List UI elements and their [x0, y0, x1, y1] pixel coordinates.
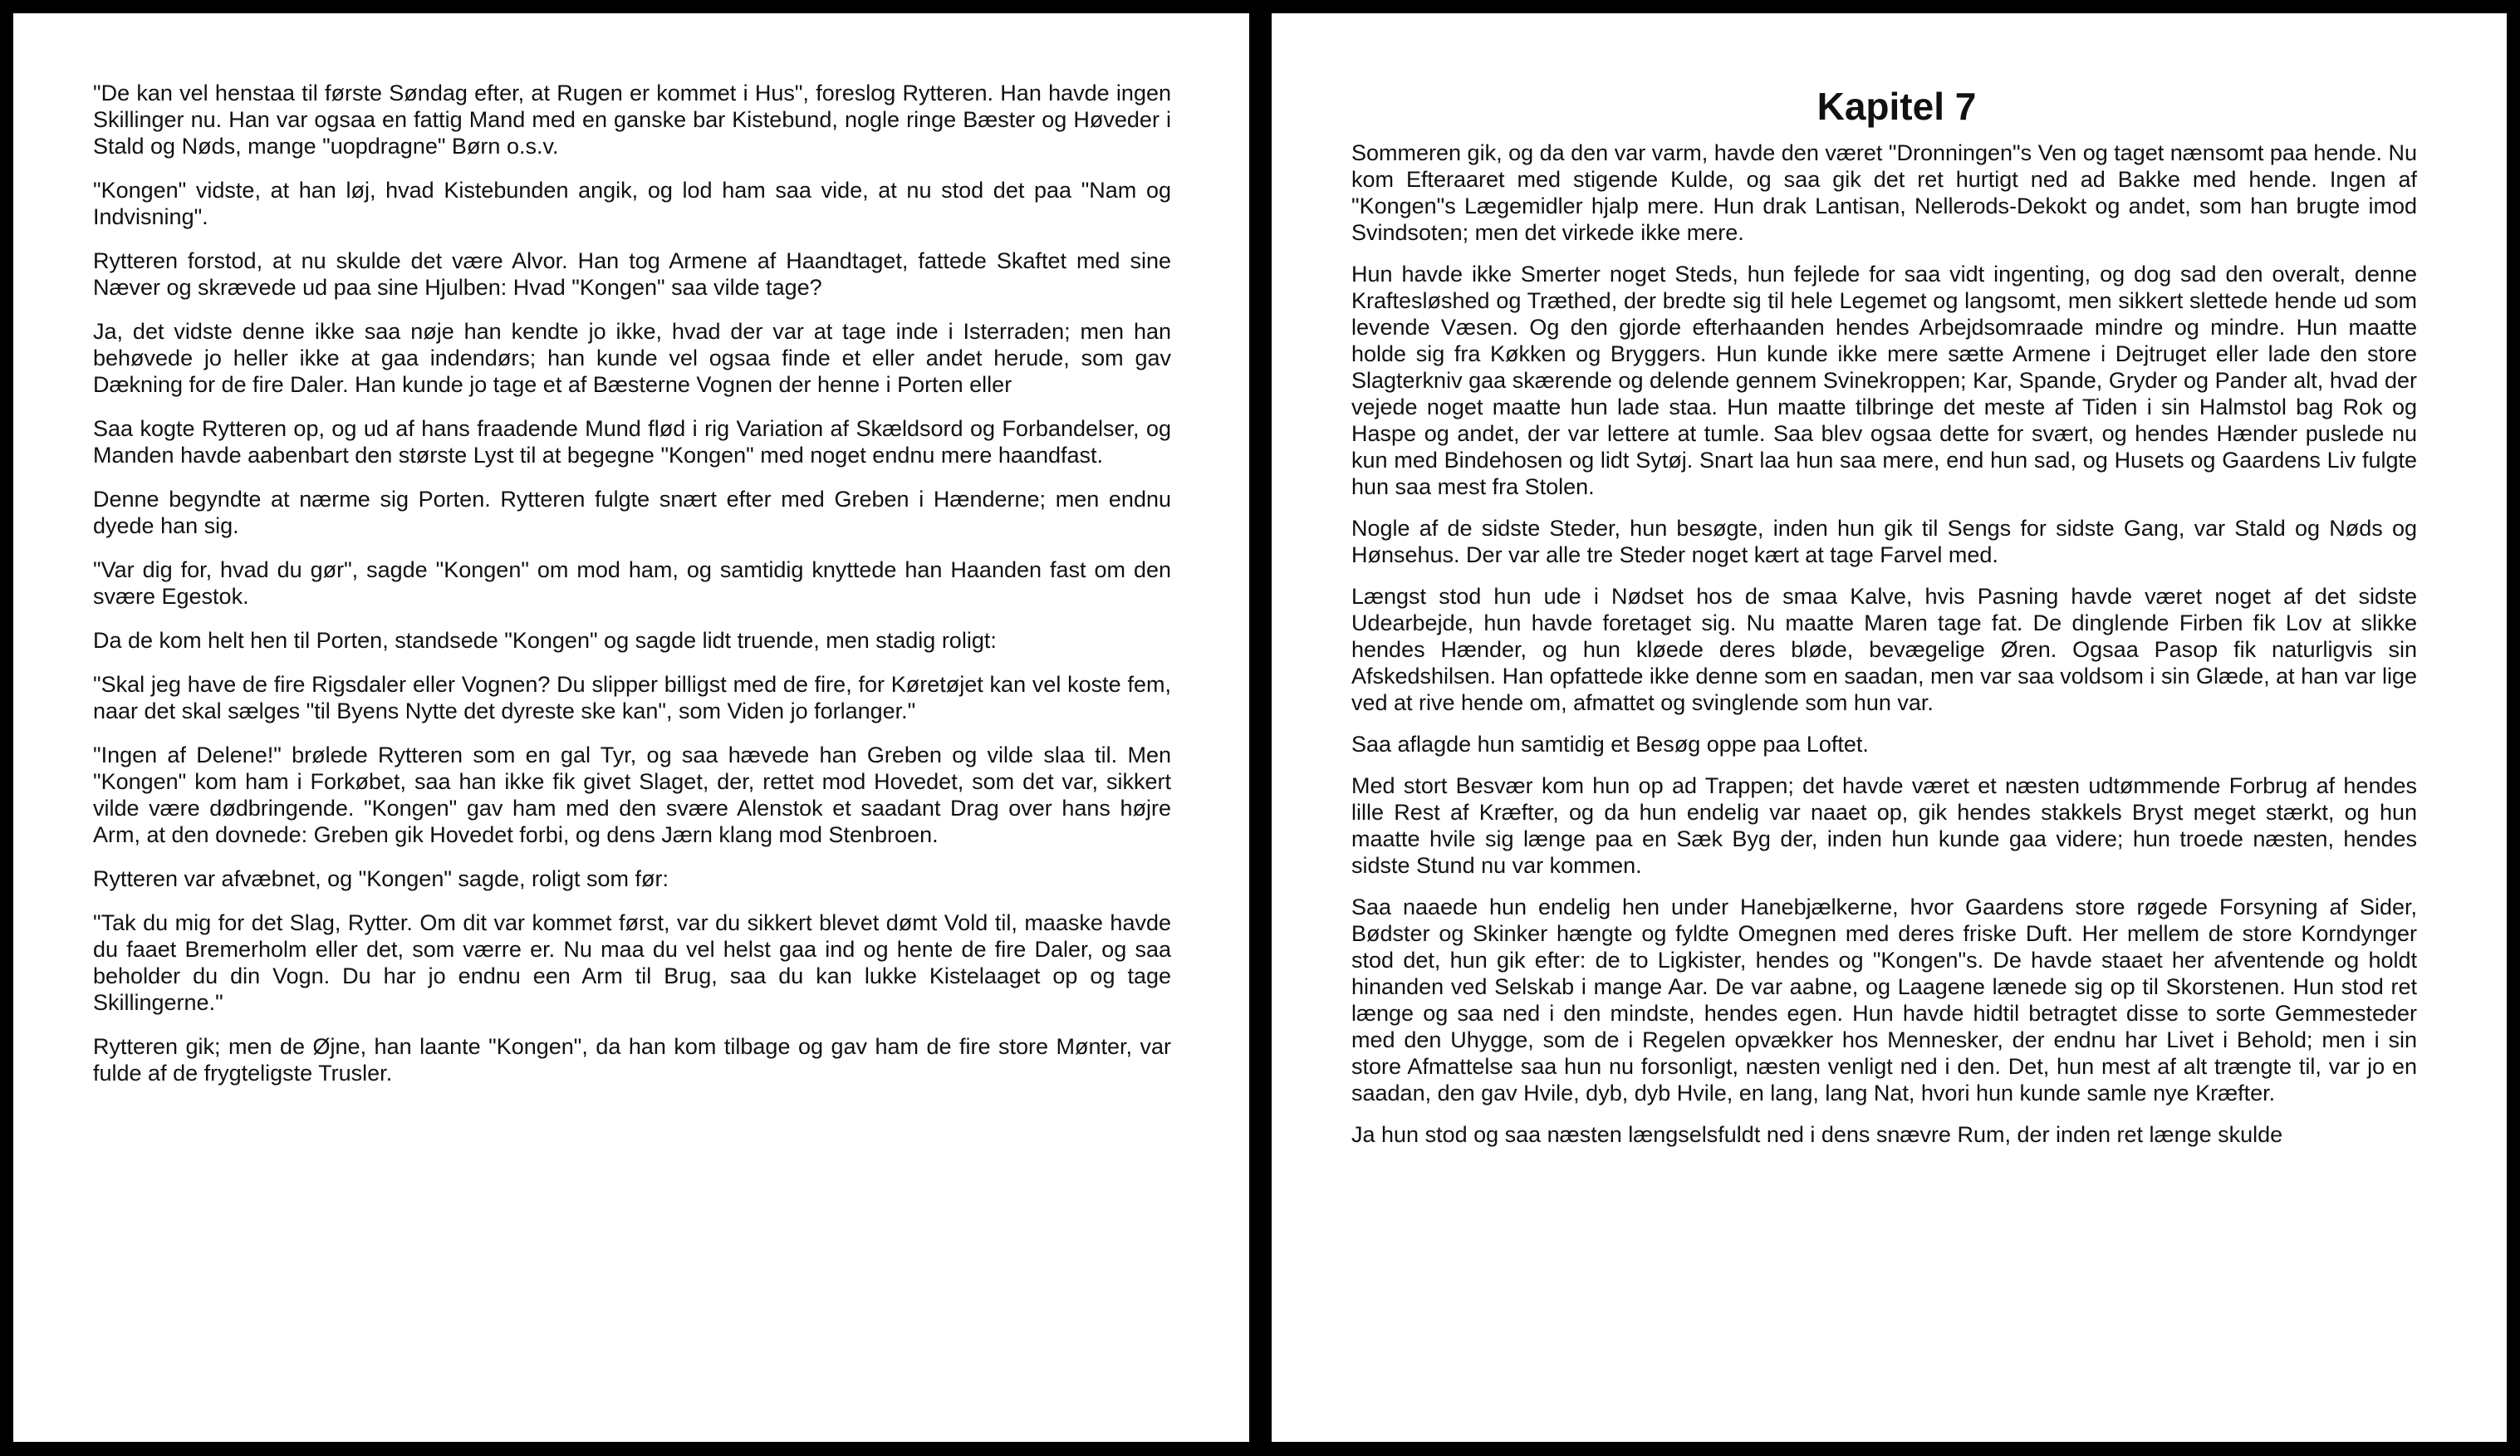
paragraph: Saa kogte Rytteren op, og ud af hans fraadende Mund flød i rig Variation af Skældsord og Forbandelser, og Manden havde aabenbart den største Lyst til at begegne "Kongen" med noget endnu mere haandfast.	[93, 416, 1171, 468]
paragraph: "De kan vel henstaa til første Søndag efter, at Rugen er kommet i Hus", foreslog Rytteren. Han havde ingen Skillinger nu. Han var ogsaa en fattig Mand med en ganske bar Kistebund, nogle ringe Bæster og Høveder i Stald og Nøds, mange "uopdragne" Børn o.s.v.	[93, 81, 1171, 159]
paragraph: Rytteren gik; men de Øjne, han laante "Kongen", da han kom tilbage og gav ham de fire store Mønter, var fulde af de frygteligste Trusler.	[93, 1034, 1171, 1086]
paragraph: "Ingen af Delene!" brølede Rytteren som en gal Tyr, og saa hævede han Greben og vilde slaa til. Men "Kongen" kom ham i Forkøbet, saa han ikke fik givet Slaget, der, rettet mod Hovedet, som det var, sikkert vilde være dødbringende. "Kongen" gav ham med den svære Alenstok et saadant Drag over hans højre Arm, at den dovnede: Greben gik Hovedet forbi, og dens Jærn klang mod Stenbroen.	[93, 743, 1171, 847]
paragraph: Sommeren gik, og da den var varm, havde den været "Dronningen"s Ven og taget nænsomt paa hende. Nu kom Efteraaret med stigende Kulde, og saa gik det ret hurtigt ned ad Bakke med hende. Ingen af "Kongen"s Lægemidler hjalp mere. Hun drak Lantisan, Nellerods-Dekokt og andet, som han brugte imod Svindsoten; men det virkede ikke mere.	[1351, 140, 2417, 245]
paragraph: Da de kom helt hen til Porten, standsede "Kongen" og sagde lidt truende, men stadig roligt:	[93, 628, 997, 653]
paragraph: Ja hun stod og saa næsten længselsfuldt ned i dens snævre Rum, der inden ret længe skulde	[1351, 1122, 2283, 1147]
paragraph: "Var dig for, hvad du gør", sagde "Kongen" om mod ham, og samtidig knyttede han Haanden fast om den svære Egestok.	[93, 557, 1171, 609]
paragraph: Med stort Besvær kom hun op ad Trappen; det havde været et næsten udtømmende Forbrug af hendes lille Rest af Kræfter, og da hun endelig var naaet op, gik hendes stakkels Bryst meget stærkt, og hun maatte hvile sig længe paa en Sæk Byg der, inden hun kunde gaa videre; hun troede næsten, hendes sidste Stund nu var kommen.	[1351, 773, 2417, 878]
paragraph: Hun havde ikke Smerter noget Steds, hun fejlede for saa vidt ingenting, og dog sad den overalt, denne Kraftesløshed og Træthed, der bredte sig til hele Legemet og langsomt, men sikkert slettede hende ud som levende Væsen. Og den gjorde efterhaanden hendes Arbejdsomraade mindre og mindre. Hun maatte holde sig fra Køkken og Bryggers. Hun kunde ikke mere sætte Armene i Dejtruget eller lade den store Slagterkniv gaa skærende og delende gennem Svinekroppen; Kar, Spande, Gryder og Pander alt, hvad der vejede noget maatte hun lade staa. Hun maatte tilbringe det meste af Tiden i sin Halmstol bag Rok og Haspe og andet, der var lettere at tumle. Saa blev ogsaa dette for svært, og hendes Hænder puslede nu kun med Bindehosen og lidt Sytøj. Snart laa hun saa mere, end hun sad, og Husets og Gaardens Liv fulgte hun saa mest fra Stolen.	[1351, 262, 2417, 499]
paragraph: Saa aflagde hun samtidig et Besøg oppe paa Loftet.	[1351, 732, 1869, 757]
paragraph: "Tak du mig for det Slag, Rytter. Om dit var kommet først, var du sikkert blevet dømt Vold til, maaske havde du faaet Bremerholm eller det, som værre er. Nu maa du vel helst gaa ind og hente de fire Daler, og saa beholder du din Vogn. Du har jo endnu een Arm til Brug, saa du kan lukke Kistelaaget op og tage Skillingerne."	[93, 910, 1171, 1015]
paragraph: Saa naaede hun endelig hen under Hanebjælkerne, hvor Gaardens store røgede Forsyning af Sider, Bødster og Skinker hængte og fyldte Omegnen med deres friske Duft. Her mellem de store Korndynger stod det, hun gik efter: de to Ligkister, hendes og "Kongen"s. De havde staaet her afventende og holdt hinanden ved Selskab i mange Aar. De var aabne, og Laagene lænede sig op til Skorstenen. Hun stod ret længe og saa ned i den mindste, hendes egen. Hun havde hidtil betragtet disse to sorte Gemmesteder med den Uhygge, som de i Regelen opvækker hos Mennesker, der endnu har Livet i Behold; men i sin store Afmattelse saa hun nu forsonligt, næsten venligt ned i den. Det, hun mest af alt trængte til, var jo en saadan, den gav Hvile, dyb, dyb Hvile, en lang, lang Nat, hvori hun kunde samle nye Kræfter.	[1351, 895, 2417, 1105]
chapter-title: Kapitel 7	[1816, 85, 1977, 128]
paragraph: Længst stod hun ude i Nødset hos de smaa Kalve, hvis Pasning havde været noget af det sidste Udearbejde, hun havde foretaget sig. Nu maatte Maren tage fat. De dinglende Firben fik Lov at slikke hendes Hænder, og hun kløede deres bløde, bevægelige Øren. Ogsaa Pasop fik naturligvis sin Afskedshilsen. Han opfattede ikke denne som en saadan, men var saa voldsom i sin Glæde, at han var lige ved at rive hende om, afmattet og svinglende som hun var.	[1351, 584, 2417, 715]
paragraph: Rytteren forstod, at nu skulde det være Alvor. Han tog Armene af Haandtaget, fattede Skaftet med sine Næver og skrævede ud paa sine Hjulben: Hvad "Kongen" saa vilde tage?	[93, 248, 1171, 300]
paragraph: Denne begyndte at nærme sig Porten. Rytteren fulgte snært efter med Greben i Hænderne; men endnu dyede han sig.	[93, 487, 1171, 538]
paragraph: "Kongen" vidste, at han løj, hvad Kistebunden angik, og lod ham saa vide, at nu stod det paa "Nam og Indvisning".	[93, 178, 1171, 229]
paragraph: Rytteren var afvæbnet, og "Kongen" sagde, roligt som før:	[93, 866, 669, 891]
right-page	[1272, 13, 2507, 1442]
left-page	[13, 13, 1249, 1442]
paragraph: "Skal jeg have de fire Rigsdaler eller Vognen? Du slipper billigst med de fire, for Køretøjet kan vel koste fem, naar det skal sælges "til Byens Nytte det dyreste ske kan", som Viden jo forlanger."	[93, 672, 1171, 723]
paragraph: Nogle af de sidste Steder, hun besøgte, inden hun gik til Sengs for sidste Gang, var Stald og Nøds og Hønsehus. Der var alle tre Steder noget kært at tage Farvel med.	[1351, 516, 2417, 567]
paragraph: Ja, det vidste denne ikke saa nøje han kendte jo ikke, hvad der var at tage inde i Isterraden; men han behøvede jo heller ikke at gaa indendørs; han kunde vel ogsaa finde et eller andet herude, som gav Dækning for de fire Daler. Han kunde jo tage et af Bæsterne Vognen der henne i Porten eller	[93, 319, 1171, 397]
